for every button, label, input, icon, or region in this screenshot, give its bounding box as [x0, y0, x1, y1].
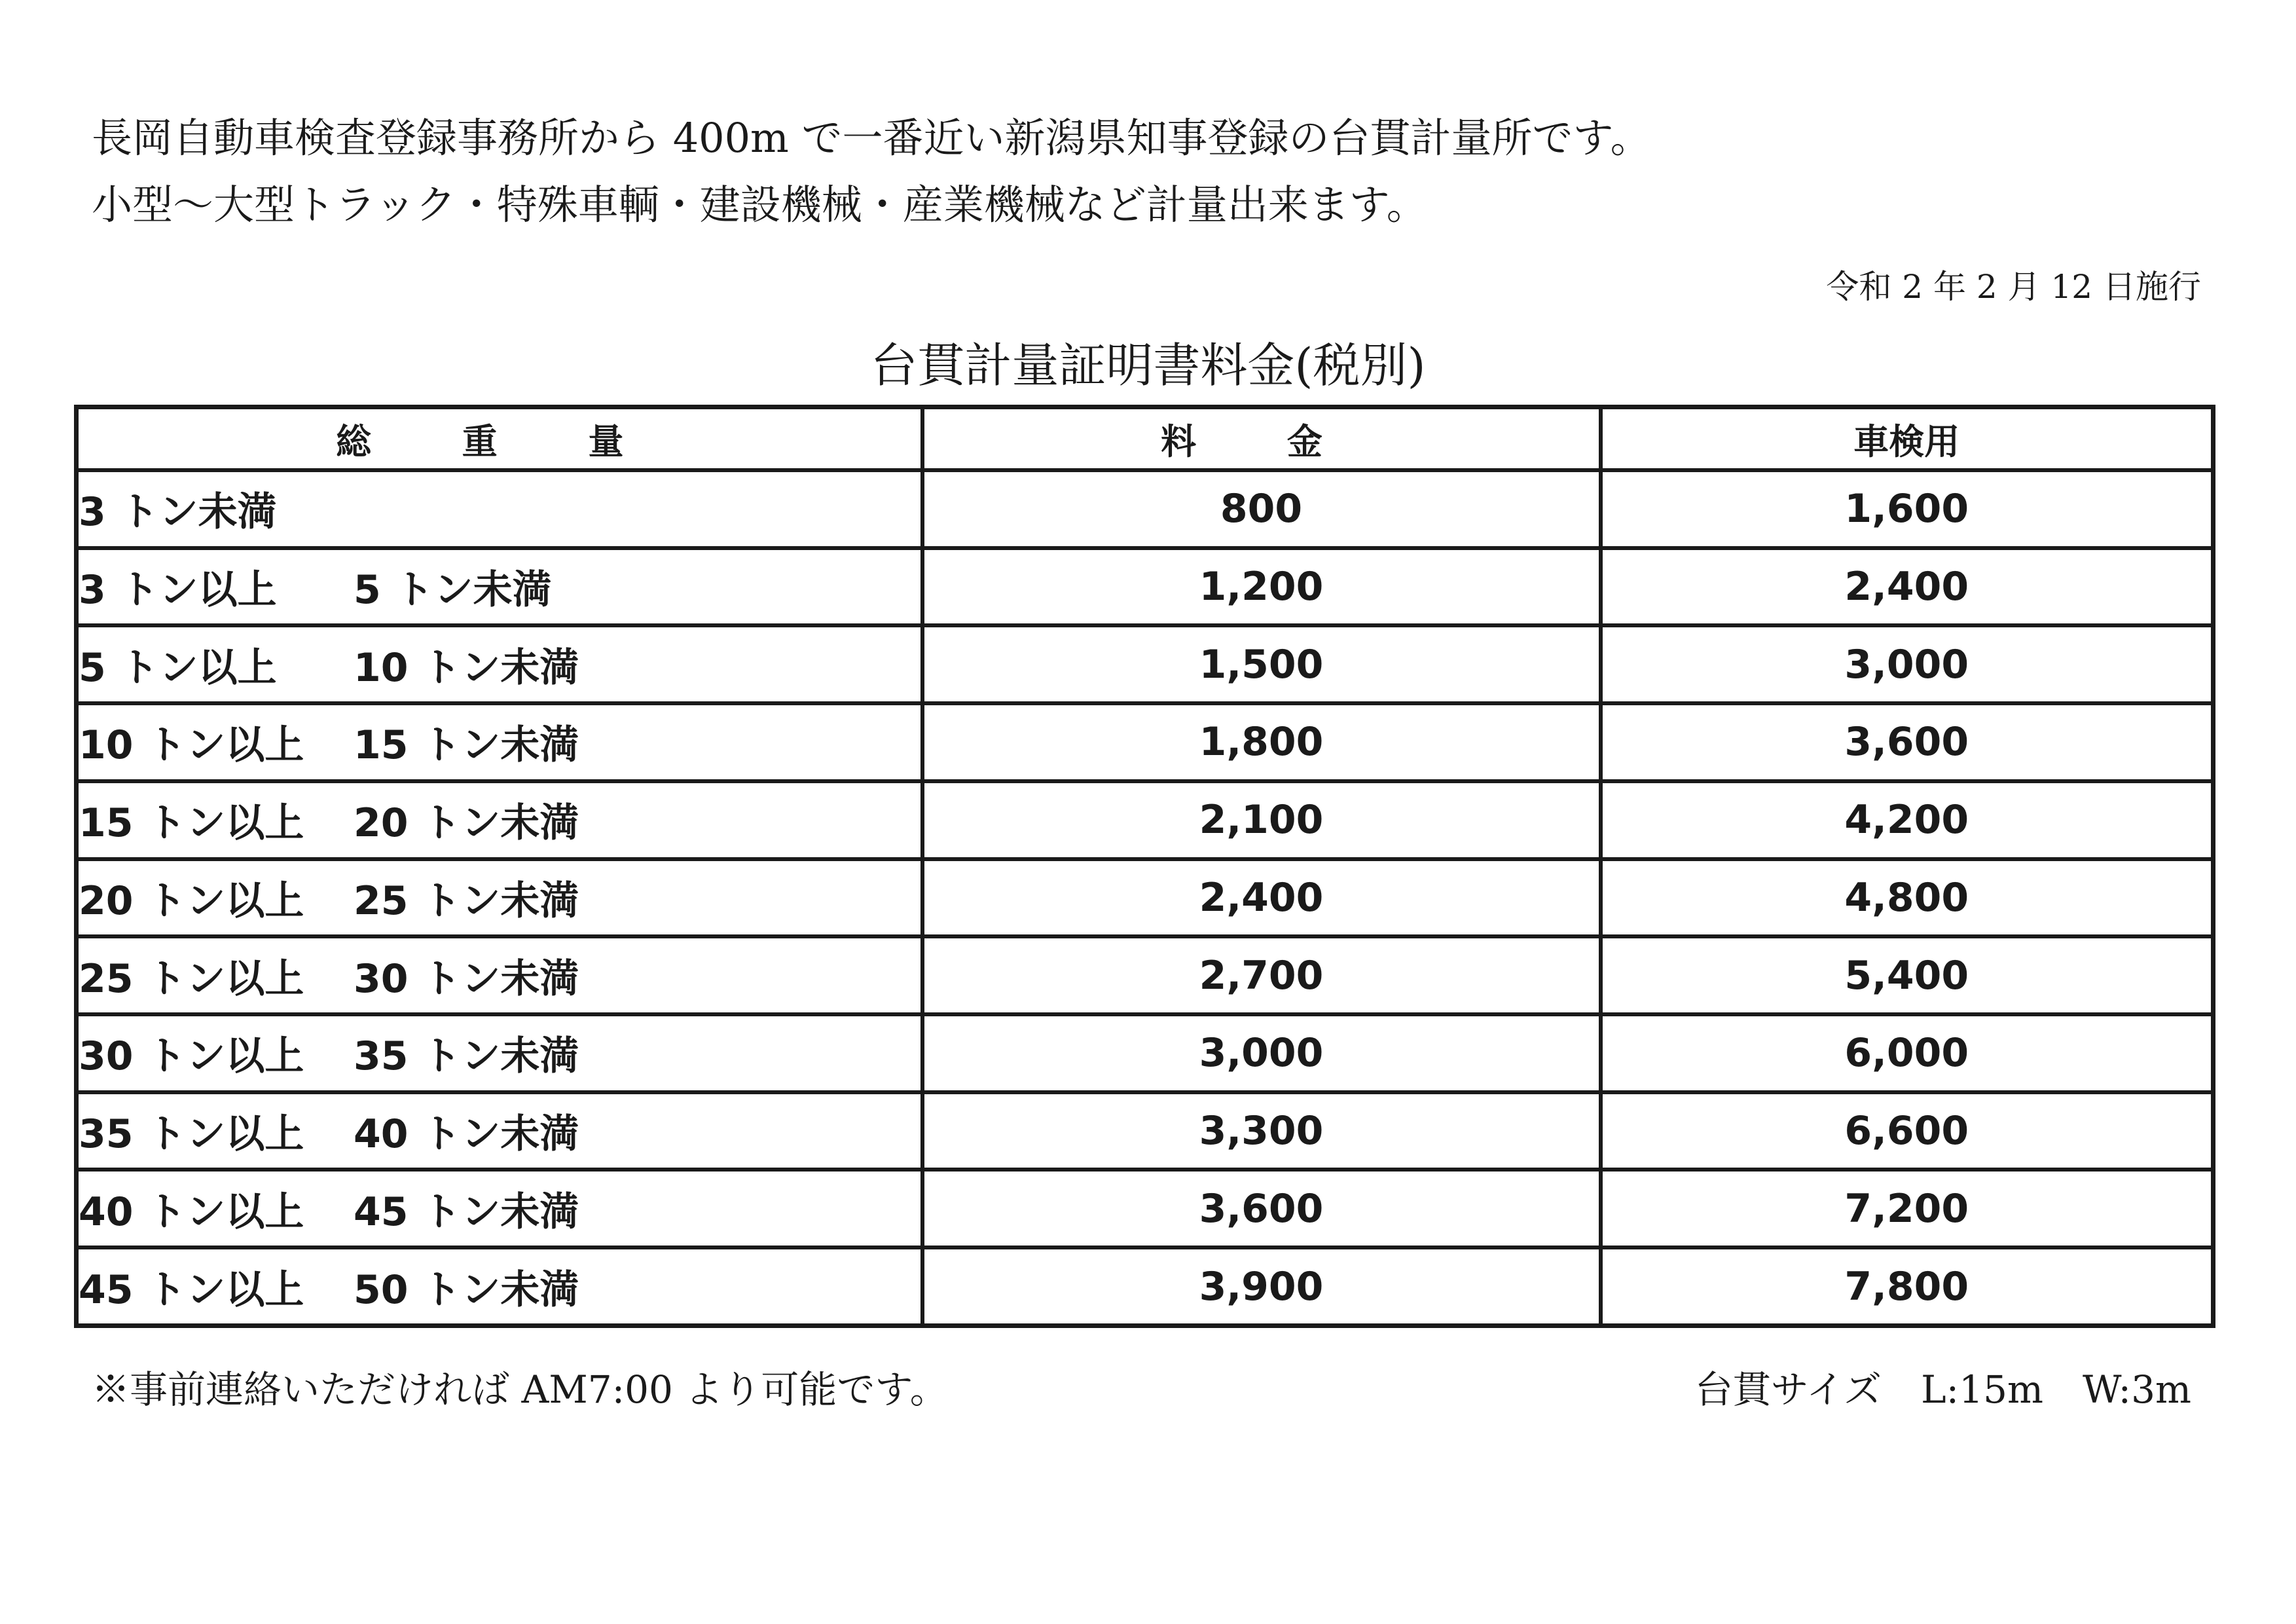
table-header-row [77, 407, 2214, 471]
weight-from: 3 トン未満 [79, 489, 277, 536]
weight-to: 5 トン未満 [354, 567, 552, 614]
weight-from: 3 トン以上 [79, 567, 277, 614]
weight-from: 20 トン以上 [79, 877, 304, 924]
table-row [77, 703, 2214, 781]
fee-cell: 2,100 [922, 781, 1601, 859]
fee-cell: 800 [922, 470, 1601, 548]
fee-table [74, 405, 2215, 1328]
page-title: 台貫計量証明書料金(税別) [870, 338, 1426, 393]
table-row [77, 470, 2214, 548]
weight-range-cell [77, 470, 922, 548]
scale-size [1695, 1359, 2191, 1414]
table-row [77, 1247, 2214, 1325]
weight-to: 45 トン未満 [354, 1189, 579, 1235]
inspection-fee-cell: 4,200 [1601, 781, 2214, 859]
scale-width: W:3m [2082, 1367, 2191, 1412]
weight-range-cell [77, 1014, 922, 1092]
weight-from: 40 トン以上 [79, 1189, 304, 1235]
weight-to: 40 トン未満 [354, 1111, 579, 1157]
header-inspection-fee: 車検用 [1601, 407, 2214, 471]
weight-from: 15 トン以上 [79, 800, 304, 847]
inspection-fee-cell: 3,600 [1601, 703, 2214, 781]
weight-range-cell [77, 703, 922, 781]
inspection-fee-cell: 4,800 [1601, 859, 2214, 937]
weight-from: 45 トン以上 [79, 1266, 304, 1313]
weight-range-cell [77, 1170, 922, 1247]
scale-size-label: 台貫サイズ [1694, 1367, 1882, 1412]
inspection-fee-cell: 5,400 [1601, 936, 2214, 1014]
weight-from: 10 トン以上 [79, 722, 304, 769]
fee-cell: 3,600 [922, 1170, 1601, 1247]
header-fee: 料 金 [922, 407, 1601, 471]
inspection-fee-cell: 3,000 [1601, 625, 2214, 703]
table-row [77, 1092, 2214, 1170]
table-row [77, 625, 2214, 703]
weight-to: 15 トン未満 [354, 722, 579, 769]
fee-cell: 1,800 [922, 703, 1601, 781]
inspection-fee-cell: 7,800 [1601, 1247, 2214, 1325]
effective-date: 令和 2 年 2 月 12 日施行 [1826, 268, 2201, 306]
inspection-fee-cell: 6,000 [1601, 1014, 2214, 1092]
fee-cell: 3,000 [922, 1014, 1601, 1092]
fee-cell: 1,500 [922, 625, 1601, 703]
weight-from: 5 トン以上 [79, 644, 277, 691]
weight-to: 30 トン未満 [354, 955, 579, 1002]
weight-range-cell [77, 625, 922, 703]
fee-cell: 2,400 [922, 859, 1601, 937]
fee-cell: 3,300 [922, 1092, 1601, 1170]
inspection-fee-cell: 7,200 [1601, 1170, 2214, 1247]
weight-to: 50 トン未満 [354, 1266, 579, 1313]
weight-range-cell [77, 781, 922, 859]
fee-cell: 3,900 [922, 1247, 1601, 1325]
advance-contact-note: ※事前連絡いただければ AM7:00 より可能です。 [92, 1367, 948, 1412]
weight-range-cell [77, 548, 922, 626]
table-row [77, 548, 2214, 626]
weight-to: 10 トン未満 [354, 644, 579, 691]
weight-range-cell [77, 1092, 922, 1170]
weight-to: 35 トン未満 [354, 1033, 579, 1080]
scale-length: L:15m [1921, 1367, 2043, 1412]
weight-range-cell [77, 936, 922, 1014]
table-row [77, 1170, 2214, 1247]
weight-from: 25 トン以上 [79, 955, 304, 1002]
weight-to: 25 トン未満 [354, 877, 579, 924]
inspection-fee-cell: 2,400 [1601, 548, 2214, 626]
table-row [77, 1014, 2214, 1092]
weight-to: 20 トン未満 [354, 800, 579, 847]
intro-line-1: 長岡自動車検査登録事務所から 400m で一番近い新潟県知事登録の台貫計量所です。 [92, 114, 1651, 162]
table-row [77, 936, 2214, 1014]
weight-from: 35 トン以上 [79, 1111, 304, 1157]
table-row [77, 859, 2214, 937]
fee-cell: 2,700 [922, 936, 1601, 1014]
weight-range-cell [77, 859, 922, 937]
inspection-fee-cell: 6,600 [1601, 1092, 2214, 1170]
weight-from: 30 トン以上 [79, 1033, 304, 1080]
inspection-fee-cell: 1,600 [1601, 470, 2214, 548]
intro-line-2: 小型～大型トラック・特殊車輌・建設機械・産業機械など計量出来ます。 [92, 181, 1427, 229]
table-row [77, 781, 2214, 859]
fee-cell: 1,200 [922, 548, 1601, 626]
header-gross-weight: 総 重 量 [77, 407, 922, 471]
weight-range-cell [77, 1247, 922, 1325]
